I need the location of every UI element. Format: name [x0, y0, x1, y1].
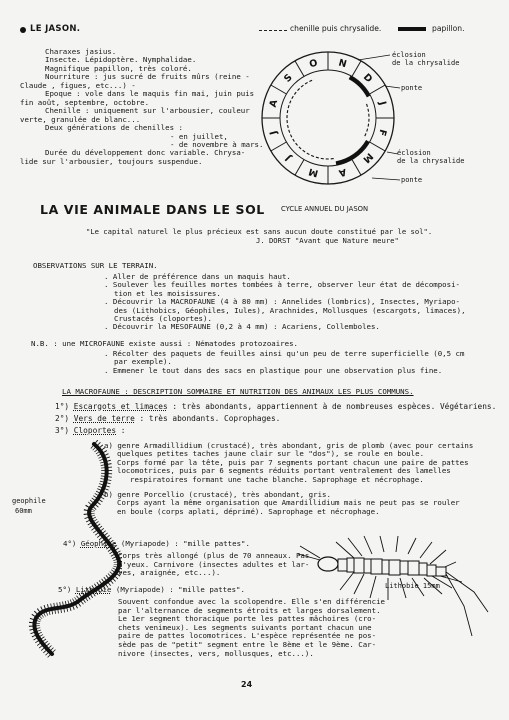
item-vers [55, 415, 280, 424]
ponte-label: ponte [401, 84, 423, 92]
eclosion-label-line2: de la chrysalide [392, 59, 460, 67]
page-header-title: LE JASON. [30, 24, 81, 34]
lithobie-legs [298, 536, 488, 636]
item-number: 2°) [55, 414, 70, 423]
jason-line: Durée du développement donc variable. Chrysa- [45, 148, 246, 158]
eclosion-label [397, 149, 464, 165]
item-number: 3°) [55, 426, 70, 435]
observation-line: . Découvrir la MACROFAUNE (4 à 80 mm) : Annelides (lombrics), Insectes, Myriapo- [104, 297, 460, 307]
observations-list-2 [104, 350, 464, 375]
observation-line: . Découvrir la MESOFAUNE (0,2 à 4 mm) : Acariens, Collemboles. [104, 322, 380, 332]
cycle-caption: CYCLE ANNUEL DU JASON [281, 205, 369, 213]
lithobie-line: chets venimeux). Les segments suivants portant chacun une [118, 622, 372, 632]
month-label: A [267, 98, 281, 109]
month-label: D [360, 71, 375, 86]
observations-list [104, 273, 466, 332]
butterfly-legend-bar [398, 27, 426, 31]
lithobie-line: par l'alternance de segments étroits et larges dorsalement. [118, 605, 381, 615]
observations-heading: OBSERVATIONS SUR LE TERRAIN. [33, 261, 158, 270]
geophile-line: d'yeux. Carnivore (insectes adultes et lar- [118, 559, 310, 569]
cloportes-a-line: Corps formé par la tête, puis par 7 segments portant chacun une paire de pattes [117, 457, 469, 467]
observation-line: . Récolter des paquets de feuilles ainsi qu'un peu de terre superficielle (0,5 cm [104, 349, 465, 358]
jason-description [20, 48, 263, 166]
lithobie-line: Souvent confondue avec la scolopendre. Elle s'en différencie [118, 597, 385, 606]
bullet-icon [20, 27, 26, 33]
month-label: M [360, 150, 375, 165]
observation-line: Crustacés (cloportes). [114, 314, 212, 324]
jason-line: Insecte. Lépidoptère. Nymphalidae. [45, 55, 197, 65]
item-text: : [120, 426, 126, 435]
jason-line: Epoque : vole dans le maquis fin mai, juin puis [45, 89, 255, 99]
section-title: LA VIE ANIMALE DANS LE SOL [40, 202, 265, 217]
item-name: Géophile [80, 539, 117, 548]
item-name: Cloportes [73, 426, 117, 435]
eclosion-label-line1: éclosion [397, 149, 431, 157]
jason-line: Magnifique papillon, très coloré. [45, 63, 192, 73]
cloportes-b-line: en boule (corps aplati, déprimé). Saprophage et nécrophage. [117, 506, 380, 516]
jason-line: lide sur l'arbousier, toujours suspendue. [20, 156, 203, 166]
item-escargots [55, 403, 496, 412]
nb-note: N.B. : une MICROFAUNE existe aussi : Nématodes protozoaires. [31, 339, 298, 348]
jason-line: - de novembre à mars. [170, 139, 264, 149]
item-name: Lithobie [75, 585, 112, 594]
item-number: 4°) [63, 539, 77, 548]
month-divider [271, 142, 287, 151]
jason-line: Nourriture : jus sucré de fruits mûrs (reine - [45, 72, 250, 82]
eclosion-label-line2: de la chrysalide [397, 157, 465, 165]
item-number: 5°) [58, 585, 72, 594]
lithobie-line: sède pas de "petit" segment entre le 8ème et le 9ème. Car- [118, 639, 377, 649]
month-label: S [282, 72, 295, 85]
lithobie-line: nivore (insectes, vers, mollusques, etc...). [118, 648, 314, 658]
month-label: F [375, 127, 389, 138]
geophile-label: geophile [12, 497, 46, 505]
jason-line: - en juillet, [170, 131, 228, 141]
month-divider [352, 61, 361, 77]
observation-line: . Emmener le tout dans des sacs en plastique pour une observation plus fine. [104, 365, 443, 375]
observation-line: . Aller de préférence dans un maquis haut. [104, 272, 291, 281]
geophile-size: 60mm [15, 507, 32, 515]
observation-line: tion et les moisissures. [114, 288, 221, 298]
item-text: (Myriapode) : "mille pattes". [120, 539, 250, 548]
page-number: 24 [241, 680, 253, 689]
cycle-month-labels [268, 58, 389, 179]
geophile-line: Corps très allongé (plus de 70 anneaux. Pas [118, 551, 310, 560]
cloportes-a-line: locomotrices, puis par 6 segments réduits portant ventralement des lamelles [117, 466, 451, 476]
cloportes-b-line: Corps ayant la même organisation que Amardillidium mais ne peut pas se rouler [117, 498, 460, 508]
eclosion-label [392, 51, 459, 67]
cloportes-a-line: respiratoires formant une tache blanche. Saprophage et nécrophage. [130, 474, 424, 484]
month-label: M [307, 165, 320, 179]
caterpillar-legend-label: chenille puis chrysalide. [290, 24, 382, 33]
month-label: A [337, 165, 348, 179]
jason-line: fin août, septembre, octobre. [20, 97, 150, 107]
ponte-label: ponte [401, 176, 423, 184]
month-label: N [337, 57, 348, 71]
item-text: : très abondants, appartiennent à de nombreuses espèces. Végétariens. [172, 402, 497, 411]
item-cloportes [55, 427, 125, 436]
section-quote: "Le capital naturel le plus précieux est sans aucun doute constitué par le sol". [86, 227, 433, 236]
lithobie-label: Lithobie 15mm [385, 582, 440, 590]
month-label: J [376, 100, 388, 107]
cloportes-a [104, 442, 473, 484]
cloportes-b [104, 491, 460, 516]
month-divider [370, 142, 386, 151]
month-divider [295, 160, 304, 176]
jason-line: Chenille : uniquement sur l'arbousier, couleur [45, 106, 250, 116]
quote-source: J. DORST "Avant que Nature meure" [256, 236, 399, 245]
cloportes-a-line: quelques petites taches jaune clair sur le "dos"), se roule en boule. [117, 449, 425, 459]
eclosion-label-line1: éclosion [392, 51, 426, 59]
jason-line: verte, granulée de blanc... [20, 114, 141, 124]
lithobie-line: Le 1er segment thoracique porte les pattes mâchoires (cro- [118, 614, 377, 624]
ponte-pointer [372, 178, 400, 180]
observation-line: par exemple). [114, 357, 172, 367]
lithobie-line: paire de pattes locomotrices. L'espèce représentée ne pos- [118, 631, 377, 641]
cloportes-a-line: a) genre Armadillidium (crustacé), très abondant, gris de plomb (avec pour certains [104, 441, 474, 450]
item-text: (Myriapode) : "mille pattes". [115, 585, 245, 594]
geophile-line: ves, araignée, etc...). [118, 568, 221, 578]
jason-line: Deux générations de chenilles : [45, 123, 183, 133]
lithobie-body [318, 557, 446, 576]
month-divider [352, 160, 361, 176]
lithobie-drawing [296, 532, 492, 644]
macrofaune-heading: LA MACROFAUNE : DESCRIPTION SOMMAIRE ET NUTRITION DES ANIMAUX LES PLUS COMMUNS. [62, 387, 414, 396]
month-divider [271, 85, 287, 94]
observation-line: . Soulever les feuilles mortes tombées à terre, observer leur état de décomposi- [104, 280, 460, 290]
item-number: 1°) [55, 402, 70, 411]
geophile-drawing [22, 440, 122, 660]
cycle-dividers [262, 52, 394, 184]
item-name: Escargots et limaces [73, 402, 168, 411]
month-divider [295, 61, 304, 77]
caterpillar-period-arc [364, 104, 369, 137]
cloportes-b-line: b) genre Porcellio (crustacé), très abondant, gris. [104, 490, 331, 499]
jason-line: Claude , figues, etc...) - [20, 80, 136, 90]
geophile-description [118, 552, 309, 578]
month-divider [370, 85, 386, 94]
month-label: J [283, 152, 294, 163]
observation-line: des (Lithobics, Géophiles, Iules), Arachnides, Mollusques (escargots, limaces), [114, 305, 466, 315]
month-label: O [308, 57, 319, 71]
jason-line: Charaxes jasius. [45, 47, 117, 56]
item-name: Vers de terre [73, 414, 135, 423]
caterpillar-legend-line [259, 30, 287, 31]
cycle-outer-ring [262, 52, 394, 184]
butterfly-legend-label: papillon. [432, 24, 465, 33]
item-text: : très abondants. Coprophages. [139, 414, 281, 423]
month-label: J [268, 129, 280, 136]
caterpillar-period-arc [287, 79, 334, 159]
eclosion-pointer [358, 55, 390, 60]
